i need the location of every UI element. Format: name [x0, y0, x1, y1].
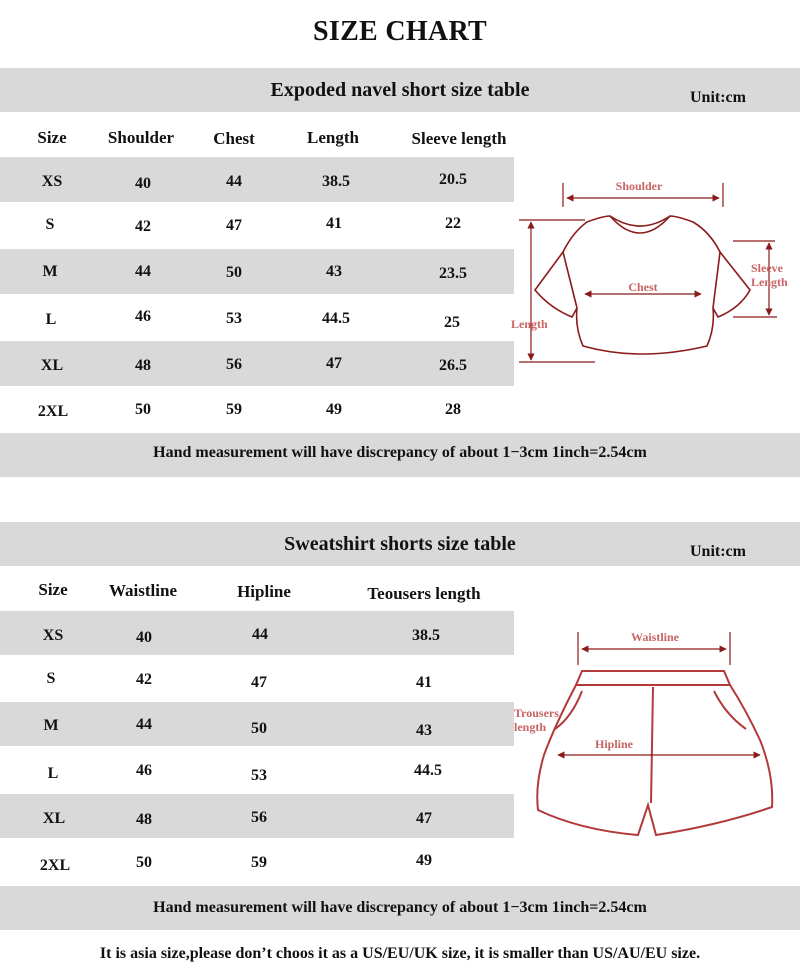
- header-size: Size: [38, 580, 68, 599]
- cell-hipline: 50: [251, 720, 267, 737]
- cell-hipline: 44: [252, 626, 268, 643]
- table-row-bg: [0, 157, 514, 202]
- label-trousers-2: length: [514, 720, 547, 734]
- cell-trousers-length: 44.5: [414, 762, 442, 779]
- cell-shoulder: 46: [135, 308, 151, 325]
- cell-hipline: 56: [251, 809, 267, 826]
- cell-chest: 44: [226, 173, 242, 190]
- label-sleeve-2: Length: [751, 275, 788, 289]
- cell-chest: 50: [226, 264, 242, 281]
- cell-waistline: 46: [136, 762, 152, 779]
- page-title: SIZE CHART: [313, 16, 487, 47]
- cell-chest: 56: [226, 356, 242, 373]
- label-waistline: Waistline: [630, 630, 680, 644]
- cell-shoulder: 44: [135, 263, 151, 280]
- cell-trousers-length: 43: [416, 722, 432, 739]
- cell-length: 41: [326, 215, 342, 232]
- shorts-outline: [537, 671, 772, 835]
- cell-size: L: [47, 765, 59, 782]
- cell-size: L: [45, 311, 57, 328]
- cell-chest: 53: [226, 310, 242, 327]
- cell-trousers-length: 47: [416, 810, 432, 827]
- top-table-note: Hand measurement will have discrepancy of about 1−3cm 1inch=2.54cm: [153, 444, 647, 461]
- cell-sleeve-length: 20.5: [439, 171, 467, 188]
- cell-hipline: 47: [251, 674, 267, 691]
- cell-trousers-length: 38.5: [412, 627, 440, 644]
- cell-length: 47: [326, 355, 342, 372]
- bottom-table-title: Sweatshirt shorts size table: [284, 533, 516, 555]
- cell-sleeve-length: 28: [445, 401, 461, 418]
- table-row-bg: [0, 249, 514, 294]
- cell-sleeve-length: 23.5: [439, 265, 467, 282]
- cell-length: 49: [326, 401, 342, 418]
- cell-size: XL: [42, 810, 66, 827]
- cell-sleeve-length: 25: [444, 314, 460, 331]
- cell-size: 2XL: [37, 403, 69, 420]
- cell-waistline: 48: [136, 811, 152, 828]
- bottom-table-note: Hand measurement will have discrepancy of about 1−3cm 1inch=2.54cm: [153, 899, 647, 916]
- header-chest: Chest: [213, 129, 255, 148]
- cell-size: M: [43, 717, 59, 734]
- header-trousers-length: Teousers length: [367, 584, 481, 603]
- label-length: Length: [511, 317, 548, 331]
- label-sleeve-1: Sleeve: [751, 261, 783, 275]
- cell-length: 43: [326, 263, 342, 280]
- label-shoulder: Shoulder: [615, 179, 663, 193]
- cell-size: XL: [40, 357, 64, 374]
- cell-hipline: 59: [251, 854, 267, 871]
- cell-shoulder: 40: [135, 175, 151, 192]
- cell-hipline: 53: [251, 767, 267, 784]
- header-shoulder: Shoulder: [107, 128, 175, 147]
- header-size: Size: [37, 128, 67, 147]
- header-sleeve-length: Sleeve length: [411, 129, 507, 148]
- cell-waistline: 42: [136, 671, 152, 688]
- cell-chest: 59: [226, 401, 242, 418]
- cell-waistline: 40: [136, 629, 152, 646]
- top-table-unit: Unit:cm: [690, 89, 746, 106]
- cell-size: M: [42, 263, 58, 280]
- label-trousers-1: Trousers: [514, 706, 559, 720]
- cell-size: 2XL: [39, 857, 71, 874]
- cell-length: 38.5: [322, 173, 350, 190]
- cell-length: 44.5: [322, 310, 350, 327]
- cell-size: S: [45, 216, 55, 233]
- cell-shoulder: 48: [135, 357, 151, 374]
- header-hipline: Hipline: [237, 582, 291, 601]
- cell-sleeve-length: 26.5: [439, 357, 467, 374]
- crop-top-diagram: [505, 170, 800, 370]
- measure-lines: [519, 183, 777, 362]
- label-hipline: Hipline: [594, 737, 634, 751]
- cell-waistline: 50: [136, 854, 152, 871]
- cell-size: S: [46, 670, 56, 687]
- shorts-diagram: [510, 625, 800, 845]
- top-table-title: Expoded navel short size table: [270, 79, 530, 101]
- cell-shoulder: 42: [135, 218, 151, 235]
- cell-size: XS: [41, 173, 63, 190]
- cell-chest: 47: [226, 217, 242, 234]
- bottom-table-unit: Unit:cm: [690, 543, 746, 560]
- footer-note: It is asia size,please don’t choos it as a US/EU/UK size, it is smaller than US/AU/EU size.: [99, 945, 701, 962]
- cell-sleeve-length: 22: [445, 215, 461, 232]
- label-chest: Chest: [628, 280, 658, 294]
- cell-trousers-length: 41: [416, 674, 432, 691]
- header-length: Length: [307, 128, 359, 147]
- header-waistline: Waistline: [108, 581, 178, 600]
- cell-trousers-length: 49: [416, 852, 432, 869]
- table-row-bg: [0, 341, 514, 386]
- cell-shoulder: 50: [135, 401, 151, 418]
- measure-lines: [558, 632, 760, 755]
- cell-size: XS: [42, 627, 64, 644]
- cell-waistline: 44: [136, 716, 152, 733]
